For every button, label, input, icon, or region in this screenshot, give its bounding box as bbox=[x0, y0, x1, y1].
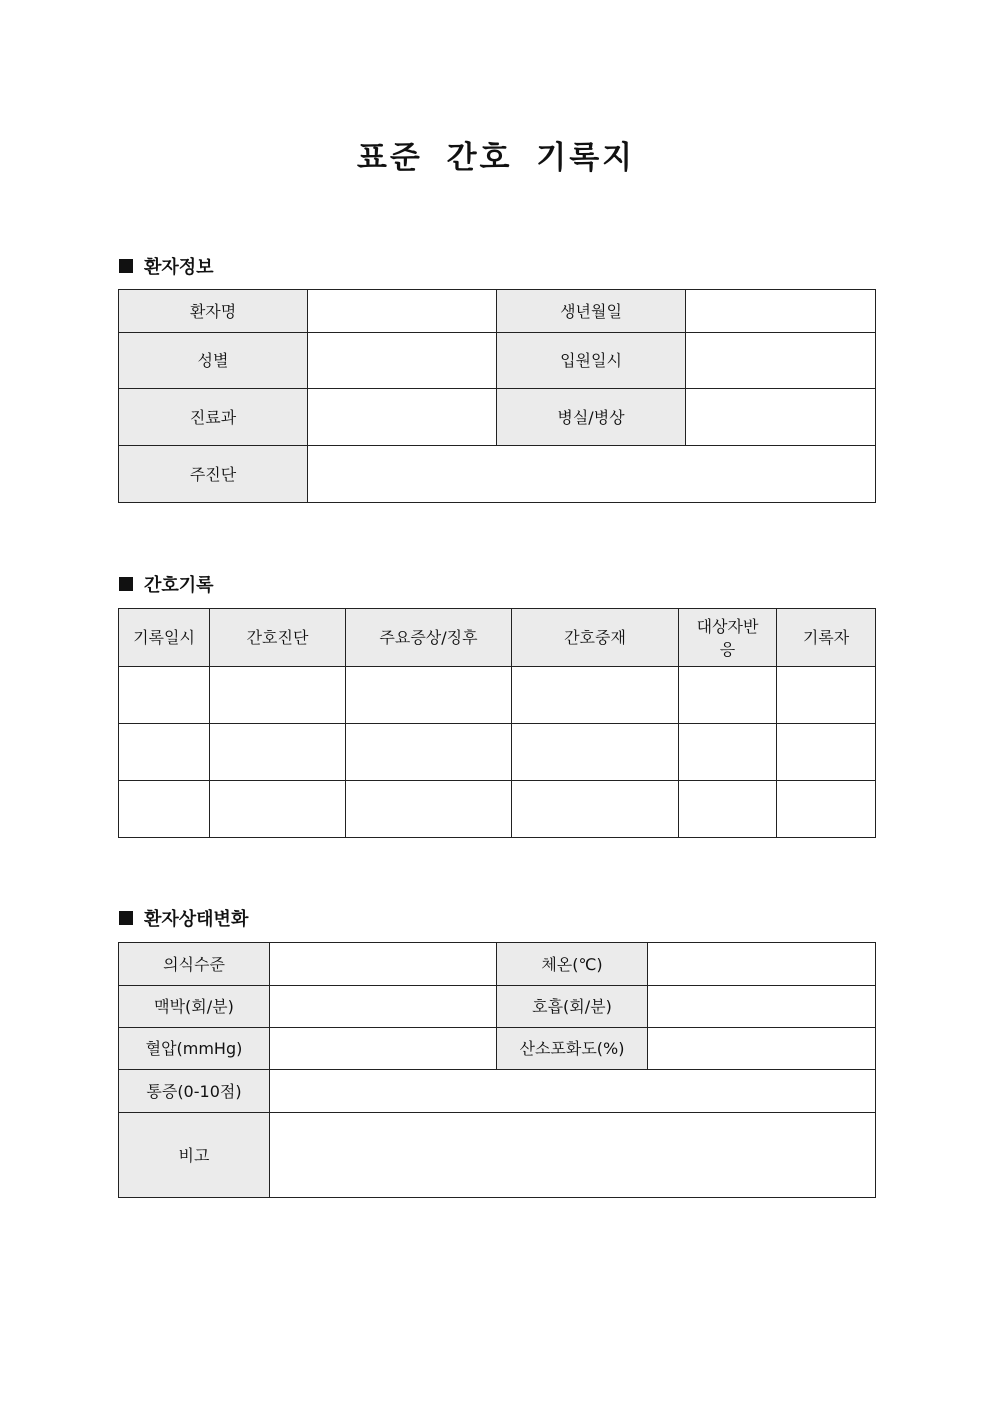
respiration-label: 호흡(회/분) bbox=[497, 986, 648, 1028]
section-heading-patient-status bbox=[119, 905, 248, 931]
oxygen-saturation-label: 산소포화도(%) bbox=[497, 1028, 648, 1070]
name-field[interactable] bbox=[308, 290, 497, 333]
square-bullet-icon bbox=[119, 577, 133, 591]
square-bullet-icon bbox=[119, 911, 133, 925]
patient-status-table bbox=[118, 942, 876, 1198]
table-cell[interactable] bbox=[210, 781, 346, 838]
admission-datetime-label: 입원일시 bbox=[497, 333, 686, 389]
table-row bbox=[119, 333, 876, 389]
name-label: 환자명 bbox=[119, 290, 308, 333]
column-header-nursing-intervention: 간호중재 bbox=[512, 609, 679, 667]
column-header-record-datetime: 기록일시 bbox=[119, 609, 210, 667]
table-cell[interactable] bbox=[346, 724, 512, 781]
table-cell[interactable] bbox=[512, 724, 679, 781]
blood-pressure-field[interactable] bbox=[270, 1028, 497, 1070]
pain-field[interactable] bbox=[270, 1070, 876, 1113]
table-header-row bbox=[119, 609, 876, 667]
table-cell[interactable] bbox=[512, 667, 679, 724]
table-cell[interactable] bbox=[777, 724, 876, 781]
table-cell[interactable] bbox=[679, 724, 777, 781]
pulse-label: 맥박(회/분) bbox=[119, 986, 270, 1028]
section-title: 환자정보 bbox=[144, 257, 214, 278]
department-label: 진료과 bbox=[119, 389, 308, 446]
pain-label: 통증(0-10점) bbox=[119, 1070, 270, 1113]
table-cell[interactable] bbox=[512, 781, 679, 838]
birth-date-field[interactable] bbox=[686, 290, 876, 333]
consciousness-label: 의식수준 bbox=[119, 943, 270, 986]
pulse-field[interactable] bbox=[270, 986, 497, 1028]
table-row bbox=[119, 724, 876, 781]
table-cell[interactable] bbox=[119, 781, 210, 838]
table-row bbox=[119, 1113, 876, 1198]
patient-info-table bbox=[118, 289, 876, 503]
room-bed-field[interactable] bbox=[686, 389, 876, 446]
table-row bbox=[119, 446, 876, 503]
admission-datetime-field[interactable] bbox=[686, 333, 876, 389]
table-cell[interactable] bbox=[777, 781, 876, 838]
remarks-field[interactable] bbox=[270, 1113, 876, 1198]
nursing-record-table bbox=[118, 608, 876, 838]
column-header-recorder: 기록자 bbox=[777, 609, 876, 667]
consciousness-field[interactable] bbox=[270, 943, 497, 986]
table-row bbox=[119, 986, 876, 1028]
table-cell[interactable] bbox=[346, 667, 512, 724]
sex-label: 성별 bbox=[119, 333, 308, 389]
blood-pressure-label: 혈압(mmHg) bbox=[119, 1028, 270, 1070]
table-cell[interactable] bbox=[346, 781, 512, 838]
table-cell[interactable] bbox=[777, 667, 876, 724]
respiration-field[interactable] bbox=[648, 986, 876, 1028]
table-cell[interactable] bbox=[210, 667, 346, 724]
column-header-nursing-diagnosis: 간호진단 bbox=[210, 609, 346, 667]
table-cell[interactable] bbox=[119, 724, 210, 781]
birth-date-label: 생년월일 bbox=[497, 290, 686, 333]
table-cell[interactable] bbox=[119, 667, 210, 724]
table-row bbox=[119, 781, 876, 838]
room-bed-label: 병실/병상 bbox=[497, 389, 686, 446]
temperature-label: 체온(℃) bbox=[497, 943, 648, 986]
table-row bbox=[119, 389, 876, 446]
square-bullet-icon bbox=[119, 259, 133, 273]
table-cell[interactable] bbox=[679, 667, 777, 724]
table-row bbox=[119, 1070, 876, 1113]
table-row bbox=[119, 943, 876, 986]
section-title: 간호기록 bbox=[144, 575, 214, 596]
temperature-field[interactable] bbox=[648, 943, 876, 986]
remarks-label: 비고 bbox=[119, 1113, 270, 1198]
main-diagnosis-field[interactable] bbox=[308, 446, 876, 503]
column-header-symptoms-signs: 주요증상/징후 bbox=[346, 609, 512, 667]
table-row bbox=[119, 290, 876, 333]
section-heading-patient-info bbox=[119, 253, 214, 279]
main-diagnosis-label: 주진단 bbox=[119, 446, 308, 503]
page-title: 표준 간호 기록지 bbox=[356, 140, 636, 176]
section-title: 환자상태변화 bbox=[144, 909, 249, 930]
table-cell[interactable] bbox=[679, 781, 777, 838]
column-header-patient-response: 대상자반응 bbox=[679, 609, 777, 667]
table-cell[interactable] bbox=[210, 724, 346, 781]
table-row bbox=[119, 1028, 876, 1070]
table-row bbox=[119, 667, 876, 724]
oxygen-saturation-field[interactable] bbox=[648, 1028, 876, 1070]
section-heading-nursing-record bbox=[119, 571, 214, 597]
sex-field[interactable] bbox=[308, 333, 497, 389]
department-field[interactable] bbox=[308, 389, 497, 446]
